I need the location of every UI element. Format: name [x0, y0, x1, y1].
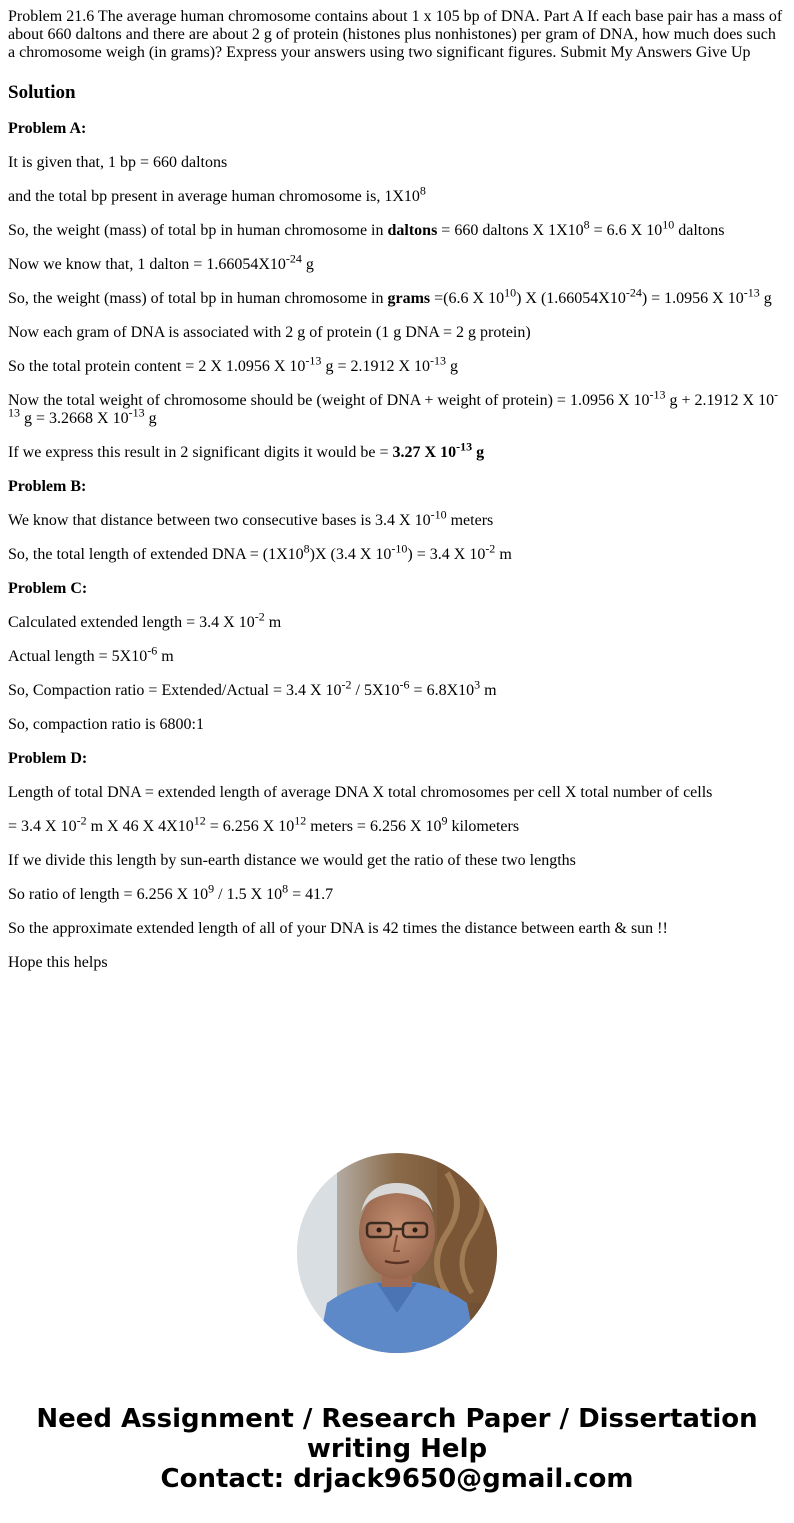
problem-b-line-1: We know that distance between two consecutive bases is 3.4 X $10^{-10}$ meters: [8, 507, 494, 529]
problem-a-line-5: So, the weight (mass) of total bp in human chromosome in grams =(6.6 X $10^{10}$) X $(1.66054X10^{-24}) = 1.0956$ X $10^{-13}$ g: [8, 285, 772, 307]
problem-d-line-5: So the approximate extended length of all of your DNA is 42 times the distance between earth & sun !!: [8, 920, 668, 937]
promo-contact: Contact: drjack9650@gmail.com: [160, 1464, 634, 1494]
problem-c-line-4: So, compaction ratio is 6800:1: [8, 716, 204, 733]
problem-a-line-1: It is given that, 1 bp = 660 daltons: [8, 154, 228, 171]
solution-heading: Solution: [8, 82, 76, 103]
problem-c-line-3: So, Compaction ratio = Extended/Actual = 3.4 X $10^{-2} / 5X10^{-6} = 6.8X10^3$ m: [8, 677, 497, 699]
problem-a-heading: Problem A:: [8, 120, 87, 137]
problem-a-line-6: Now each gram of DNA is associated with 2 g of protein (1 g DNA = 2 g protein): [8, 324, 531, 341]
problem-b-line-2: So, the total length of extended DNA = $(1X10^8)X$ (3.4 X $10^{-10}) = 3.4$ X $10^{-2}$ m: [8, 541, 512, 563]
question-text: Problem 21.6 The average human chromosome contains about 1 x 105 bp of DNA. Part A If each base pair has a mass of about 660 daltons and there are about 2 g of protein (histones plus nonhistones) per gram of DNA, how much does such a chromosome weigh (in grams)? Express your answers using two significant figures. Submit My Answers Give Up: [8, 8, 783, 61]
problem-a-line-4: Now we know that, 1 dalton = $1.66054X10^{-24}$ g: [8, 251, 314, 273]
problem-d-heading: Problem D:: [8, 750, 88, 767]
problem-d-line-2: = 3.4 X $10^{-2}$ m X 46 X $4X10^{12} = 6.256$ X $10^{12}$ meters = 6.256 X $10^9$ kilometers: [8, 813, 520, 835]
problem-d-line-4: So ratio of length = 6.256 X $10^9 / 1.5$ X $10^8 = 41.7$: [8, 881, 334, 903]
problem-d-line-1: Length of total DNA = extended length of average DNA X total chromosomes per cell X total number of cells: [8, 784, 713, 801]
problem-a-line-7: So the total protein content = 2 X 1.0956 X $10^{-13}$ g = 2.1912 X $10^{-13}$ g: [8, 353, 459, 375]
document-body: [8, 8, 786, 972]
problem-a-line-9: If we express this result in 2 significant digits it would be = 3.27 X $10^{-13}$ g: [8, 439, 485, 461]
problem-a-line-8: Now the total weight of chromosome should be (weight of DNA + weight of protein) = 1.0956 X $10^{-13}$ g + 2.1912 X $10^{-13}$ g = 3.2668 X $10^{-13}$ g: [8, 387, 779, 427]
problem-d-line-3: If we divide this length by sun-earth distance we would get the ratio of these two lengths: [8, 852, 576, 869]
problem-c-heading: Problem C:: [8, 580, 88, 597]
promo-line-1: Need Assignment / Research Paper / Dissertation: [36, 1404, 758, 1434]
problem-a-line-2: and the total bp present in average human chromosome is, $1X10^8$: [8, 183, 426, 205]
author-avatar: [297, 1153, 497, 1353]
problem-c-line-2: Actual length = $5X10^{-6}$ m: [8, 643, 174, 665]
promo-line-2: writing Help: [306, 1434, 488, 1464]
promo-banner: [0, 1404, 794, 1494]
problem-c-line-1: Calculated extended length = 3.4 X $10^{-2}$ m: [8, 609, 282, 631]
problem-b-heading: Problem B:: [8, 478, 87, 495]
author-portrait-image: [297, 1153, 497, 1353]
problem-d-line-6: Hope this helps: [8, 954, 108, 971]
problem-a-line-3: So, the weight (mass) of total bp in human chromosome in daltons = 660 daltons X $1X10^8 = 6.6$ X $10^{10}$ daltons: [8, 217, 725, 239]
